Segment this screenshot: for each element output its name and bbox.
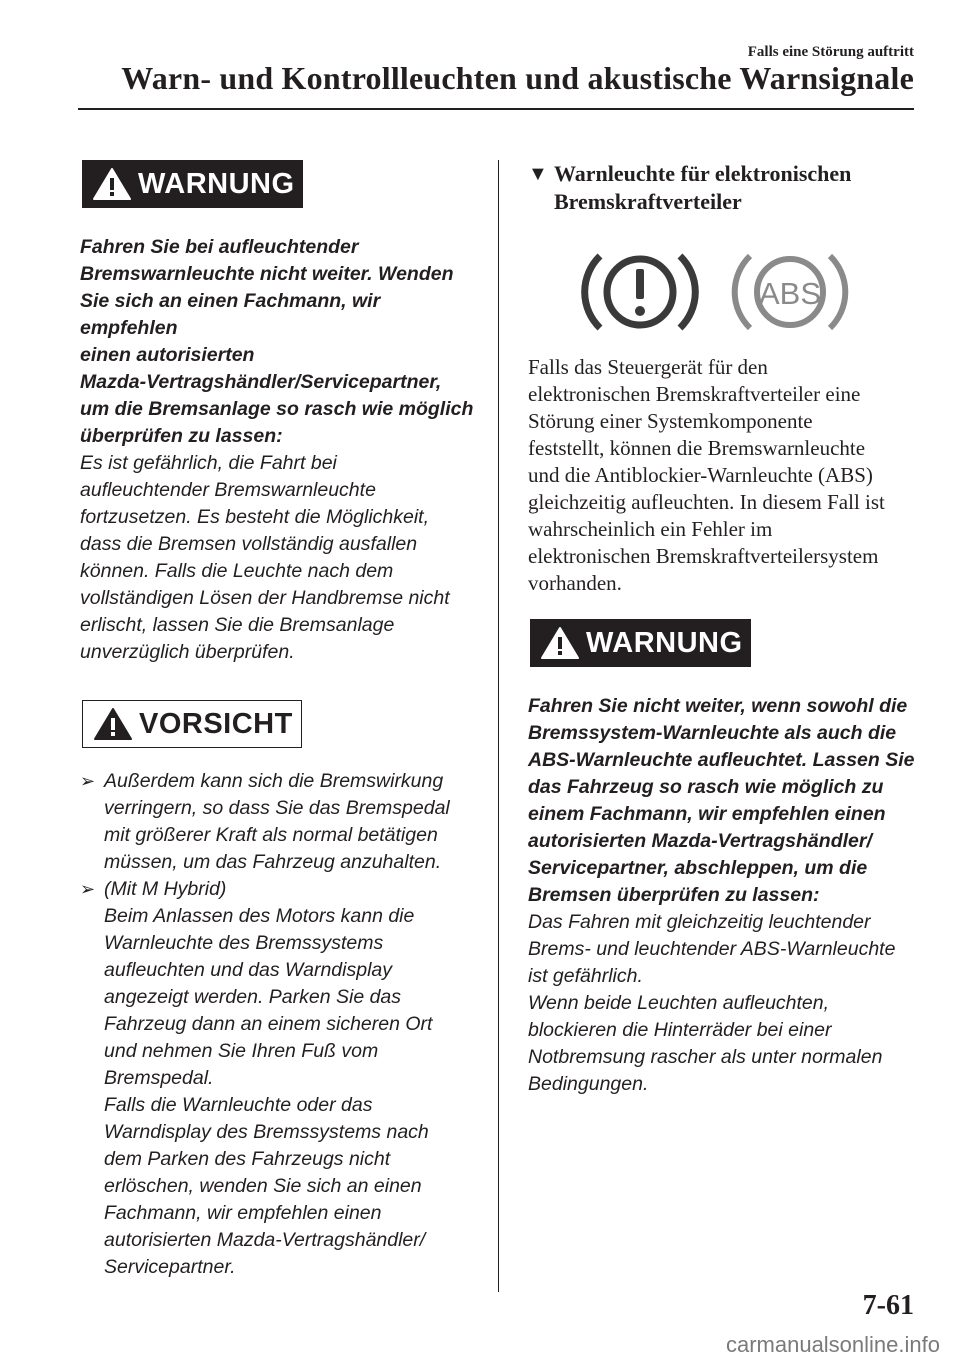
left-column [80,160,480,1281]
warning-line: Es ist gefährlich, die Fahrt bei [80,452,337,474]
list-line: Warnleuchte des Bremssystems [104,932,384,954]
page-title: Warn- und Kontrollleuchten und akustische Warnsignale [121,60,914,96]
list-item [80,876,480,1281]
warning-line: Wenn beide Leuchten aufleuchten, [528,992,830,1014]
caution-badge [82,700,302,748]
section-heading [528,160,918,216]
indicator-icons [580,242,918,342]
warning-line: können. Falls die Leuchte nach dem [80,560,394,582]
body-line: feststellt, können die Bremswarnleuchte [528,436,866,460]
warning-line: erlischt, lassen Sie die Bremsanlage [80,614,395,636]
list-line: autorisierten Mazda-Vertragshändler/ [104,1229,426,1251]
body-line: Störung einer Systemkomponente [528,409,813,433]
warning-line: Bremssystem-Warnleuchte als auch die [528,722,897,744]
body-paragraph [528,354,918,597]
abs-warning-icon [730,242,850,342]
section-label: Falls eine Störung auftritt [747,44,914,60]
warning-line: Bremsen überprüfen zu lassen: [528,884,820,906]
warning-line: ist gefährlich. [528,965,643,987]
list-line: Fahrzeug dann an einem sicheren Ort [104,1013,433,1035]
body-line: elektronischen Bremskraftverteilersystem [528,544,879,568]
body-line: wahrscheinlich ein Fehler im [528,517,773,541]
warning-label: WARNUNG [586,626,743,659]
warning-line: Das Fahren mit gleichzeitig leuchtender [528,911,871,933]
column-divider [498,160,499,1292]
warning-line: unverzüglich überprüfen. [80,641,295,663]
body-line: Falls das Steuergerät für den [528,355,768,379]
list-line: Beim Anlassen des Motors kann die [104,905,415,927]
warning-line: Fahren Sie bei aufleuchtender [80,236,359,258]
warning-label: WARNUNG [138,167,295,200]
warning-line: dass die Bremsen vollständig ausfallen [80,533,418,555]
warning-badge [530,619,751,667]
list-line: aufleuchten und das Warndisplay [104,959,392,981]
warning-triangle-icon [540,626,580,660]
list-line: und nehmen Sie Ihren Fuß vom [104,1040,379,1062]
warning-line: fortzusetzen. Es besteht die Möglichkeit, [80,506,430,528]
header-divider [78,108,914,110]
warning-line: Mazda-Vertragshändler/Servicepartner, [80,371,442,393]
caution-list [80,768,480,1281]
warning-line: autorisierten Mazda-Vertragshändler/ [528,830,872,852]
list-line: müssen, um das Fahrzeug anzuhalten. [104,851,442,873]
list-line: Außerdem kann sich die Bremswirkung [104,770,444,792]
body-line: elektronischen Bremskraftverteiler eine [528,382,861,406]
section-triangle-icon: ▼ [528,163,548,185]
warning-line: aufleuchtender Bremswarnleuchte [80,479,376,501]
list-line: erlöschen, wenden Sie sich an einen [104,1175,422,1197]
abs-icon-label: ABS [758,276,822,311]
warning-triangle-icon [93,707,133,741]
list-line: Falls die Warnleuchte oder das [104,1094,373,1116]
warning-line: Notbremsung rascher als unter normalen [528,1046,883,1068]
heading-line: Warnleuchte für elektronischen [554,161,852,186]
list-line: verringern, so dass Sie das Bremspedal [104,797,450,819]
warning-line: Bremswarnleuchte nicht weiter. Wenden [80,263,454,285]
list-item [80,768,480,876]
watermark: carmanualsonline.info [725,1332,940,1357]
warning-line: Fahren Sie nicht weiter, wenn sowohl die [528,695,908,717]
right-column [528,160,918,1098]
warning-line: Sie sich an einen Fachmann, wir empfehlen [80,290,381,339]
warning-line: um die Bremsanlage so rasch wie möglich [80,398,474,420]
warning-triangle-icon [92,167,132,201]
body-line: und die Antiblockier-Warnleuchte (ABS) [528,463,873,487]
list-line: Bremspedal. [104,1067,214,1089]
list-line: mit größerer Kraft als normal betätigen [104,824,438,846]
warning-text [80,234,480,666]
list-line: dem Parken des Fahrzeugs nicht [104,1148,391,1170]
warning-line: vollständigen Lösen der Handbremse nicht [80,587,450,609]
warning-line: Bedingungen. [528,1073,649,1095]
warning-line: einem Fachmann, wir empfehlen einen [528,803,886,825]
warning-badge [82,160,303,208]
list-line: Warndisplay des Bremssystems nach [104,1121,429,1143]
caution-label: VORSICHT [139,707,293,740]
warning-line: ABS-Warnleuchte aufleuchtet. Lassen Sie [528,749,915,771]
warning-line: Brems- und leuchtender ABS-Warnleuchte [528,938,896,960]
warning-line: einen autorisierten [80,344,255,366]
warning-line: überprüfen zu lassen: [80,425,283,447]
heading-line: Bremskraftverteiler [554,189,742,214]
list-line: Servicepartner. [104,1256,236,1278]
page-number: 7-61 [862,1290,914,1321]
warning-text [528,693,918,1098]
warning-line: blockieren die Hinterräder bei einer [528,1019,832,1041]
brake-warning-icon [580,242,700,342]
list-line: angezeigt werden. Parken Sie das [104,986,402,1008]
warning-line: Servicepartner, abschleppen, um die [528,857,868,879]
body-line: gleichzeitig aufleuchten. In diesem Fall ist [528,490,885,514]
bullet-arrow-icon: ➢ [80,879,96,899]
bullet-arrow-icon: ➢ [80,771,96,791]
body-line: vorhanden. [528,571,622,595]
list-line: (Mit M Hybrid) [104,878,227,900]
warning-line: das Fahrzeug so rasch wie möglich zu [528,776,884,798]
list-line: Fachmann, wir empfehlen einen [104,1202,382,1224]
